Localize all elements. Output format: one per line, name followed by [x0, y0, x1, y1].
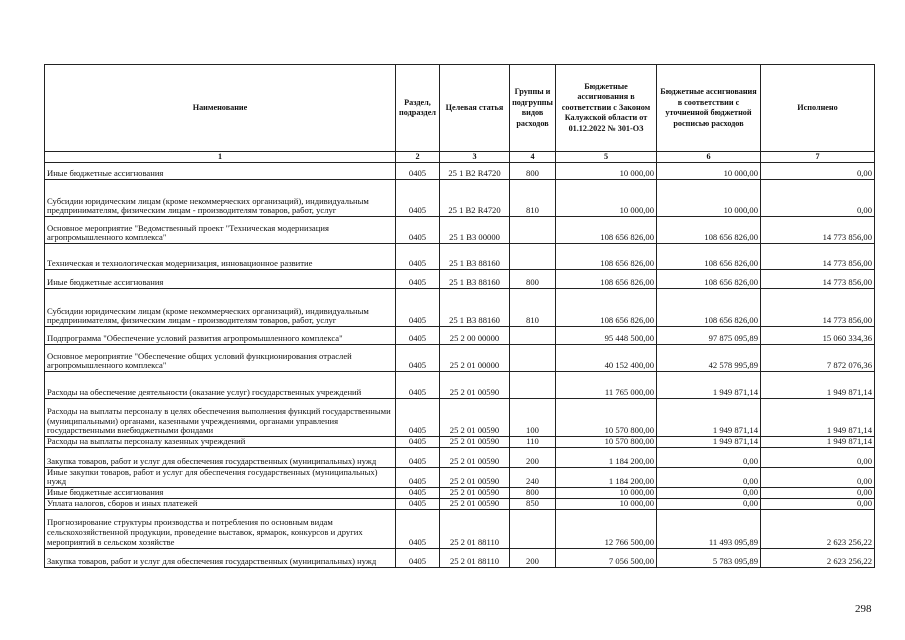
row-executed-amount: 14 773 856,00 [761, 270, 875, 289]
row-refined-amount: 5 783 095,89 [657, 548, 761, 567]
row-group: 800 [510, 163, 556, 180]
row-target: 25 1 B2 R4720 [440, 163, 510, 180]
header-groups: Группы и подгруппы видов расходов [510, 65, 556, 152]
row-name: Иные закупки товаров, работ и услуг для обеспечения государственных (муниципальных) нужд [45, 467, 396, 487]
row-name: Закупка товаров, работ и услуг для обеспечения государственных (муниципальных) нужд [45, 548, 396, 567]
row-name: Подпрограмма "Обеспечение условий развития агропромышленного комплекса" [45, 327, 396, 345]
row-executed-amount: 14 773 856,00 [761, 217, 875, 244]
row-group [510, 509, 556, 548]
row-name: Основное мероприятие "Ведомственный проект "Техническая модернизация агропромышленного комплекса" [45, 217, 396, 244]
row-law-amount: 10 000,00 [556, 163, 657, 180]
row-name: Техническая и технологическая модернизация, инновационное развитие [45, 244, 396, 270]
row-name: Иные бюджетные ассигнования [45, 163, 396, 180]
row-target: 25 2 01 00590 [440, 488, 510, 499]
row-name: Расходы на обеспечение деятельности (оказание услуг) государственных учреждений [45, 372, 396, 399]
row-group: 810 [510, 180, 556, 217]
row-law-amount: 108 656 826,00 [556, 289, 657, 327]
row-law-amount: 95 448 500,00 [556, 327, 657, 345]
row-name: Иные бюджетные ассигнования [45, 270, 396, 289]
row-group [510, 345, 556, 372]
row-target: 25 2 00 00000 [440, 327, 510, 345]
column-number: 1 [45, 152, 396, 163]
row-group: 800 [510, 270, 556, 289]
row-section: 0405 [396, 437, 440, 448]
row-refined-amount: 10 000,00 [657, 180, 761, 217]
table-row [45, 467, 875, 487]
row-target: 25 1 B2 R4720 [440, 180, 510, 217]
row-section: 0405 [396, 548, 440, 567]
header-executed: Исполнено [761, 65, 875, 152]
row-section: 0405 [396, 467, 440, 487]
row-name: Расходы на выплаты персоналу казенных учреждений [45, 437, 396, 448]
table-row [45, 180, 875, 217]
row-group: 800 [510, 488, 556, 499]
row-section: 0405 [396, 217, 440, 244]
table-row [45, 372, 875, 399]
row-refined-amount: 1 949 871,14 [657, 372, 761, 399]
row-law-amount: 108 656 826,00 [556, 217, 657, 244]
row-section: 0405 [396, 345, 440, 372]
table-row [45, 163, 875, 180]
row-target: 25 2 01 00590 [440, 467, 510, 487]
row-refined-amount: 108 656 826,00 [657, 244, 761, 270]
column-number: 3 [440, 152, 510, 163]
row-name: Основное мероприятие "Обеспечение общих условий функционирования отраслей агропромышленного комплекса" [45, 345, 396, 372]
row-refined-amount: 108 656 826,00 [657, 270, 761, 289]
table-header [45, 65, 875, 163]
row-refined-amount: 0,00 [657, 498, 761, 509]
row-target: 25 2 01 00590 [440, 437, 510, 448]
row-executed-amount: 1 949 871,14 [761, 399, 875, 437]
row-refined-amount: 0,00 [657, 467, 761, 487]
row-law-amount: 7 056 500,00 [556, 548, 657, 567]
row-name: Субсидии юридическим лицам (кроме некоммерческих организаций), индивидуальным предпринимателям, физическим лицам - производителям товаров, работ, услуг [45, 180, 396, 217]
row-refined-amount: 10 000,00 [657, 163, 761, 180]
budget-table [44, 64, 875, 568]
row-law-amount: 10 000,00 [556, 498, 657, 509]
column-number: 7 [761, 152, 875, 163]
header-refined: Бюджетные ассигнования в соответствии с уточненной бюджетной росписью расходов [657, 65, 761, 152]
row-refined-amount: 0,00 [657, 447, 761, 467]
row-law-amount: 1 184 200,00 [556, 447, 657, 467]
header-section: Раздел, подраздел [396, 65, 440, 152]
row-section: 0405 [396, 509, 440, 548]
row-target: 25 2 01 88110 [440, 509, 510, 548]
row-name: Прогнозирование структуры производства и потребления по основным видам сельскохозяйственной продукции, проведение выставок, ярмарок, конкурсов и других мероприятий в сельском хозяйстве [45, 509, 396, 548]
row-group: 200 [510, 548, 556, 567]
header-target: Целевая статья [440, 65, 510, 152]
row-executed-amount: 0,00 [761, 163, 875, 180]
column-number: 4 [510, 152, 556, 163]
row-group [510, 372, 556, 399]
row-group [510, 244, 556, 270]
column-number: 6 [657, 152, 761, 163]
row-target: 25 2 01 00590 [440, 399, 510, 437]
row-name: Закупка товаров, работ и услуг для обеспечения государственных (муниципальных) нужд [45, 447, 396, 467]
table-row [45, 509, 875, 548]
table-row [45, 270, 875, 289]
column-numbers-row [45, 152, 875, 163]
row-refined-amount: 108 656 826,00 [657, 217, 761, 244]
table-row [45, 289, 875, 327]
row-target: 25 2 01 00590 [440, 498, 510, 509]
row-law-amount: 10 000,00 [556, 180, 657, 217]
row-group: 110 [510, 437, 556, 448]
header-law: Бюджетные ассигнования в соответствии с Законом Калужской области от 01.12.2022 № 301-ОЗ [556, 65, 657, 152]
row-section: 0405 [396, 447, 440, 467]
column-number: 5 [556, 152, 657, 163]
row-executed-amount: 2 623 256,22 [761, 509, 875, 548]
row-target: 25 1 B3 88160 [440, 289, 510, 327]
row-name: Иные бюджетные ассигнования [45, 488, 396, 499]
table-row [45, 217, 875, 244]
row-refined-amount: 42 578 995,89 [657, 345, 761, 372]
table-row [45, 399, 875, 437]
row-target: 25 1 B3 00000 [440, 217, 510, 244]
row-executed-amount: 15 060 334,36 [761, 327, 875, 345]
row-executed-amount: 0,00 [761, 447, 875, 467]
header-name: Наименование [45, 65, 396, 152]
row-executed-amount: 14 773 856,00 [761, 289, 875, 327]
table-row [45, 548, 875, 567]
row-name: Уплата налогов, сборов и иных платежей [45, 498, 396, 509]
row-law-amount: 12 766 500,00 [556, 509, 657, 548]
row-target: 25 1 B3 88160 [440, 244, 510, 270]
row-executed-amount: 1 949 871,14 [761, 437, 875, 448]
row-target: 25 2 01 88110 [440, 548, 510, 567]
table-row [45, 447, 875, 467]
row-refined-amount: 108 656 826,00 [657, 289, 761, 327]
row-target: 25 2 01 00590 [440, 372, 510, 399]
table-row [45, 437, 875, 448]
table-row [45, 345, 875, 372]
row-group: 850 [510, 498, 556, 509]
row-section: 0405 [396, 180, 440, 217]
row-law-amount: 11 765 000,00 [556, 372, 657, 399]
row-group: 240 [510, 467, 556, 487]
row-refined-amount: 11 493 095,89 [657, 509, 761, 548]
column-number: 2 [396, 152, 440, 163]
row-law-amount: 108 656 826,00 [556, 270, 657, 289]
row-section: 0405 [396, 163, 440, 180]
row-executed-amount: 1 949 871,14 [761, 372, 875, 399]
row-law-amount: 10 000,00 [556, 488, 657, 499]
row-law-amount: 1 184 200,00 [556, 467, 657, 487]
row-refined-amount: 1 949 871,14 [657, 437, 761, 448]
row-name: Расходы на выплаты персоналу в целях обеспечения выполнения функций государственными (муниципальными) органами, казенными учреждениями, органами управления государственными внебюджетными фондами [45, 399, 396, 437]
row-group: 100 [510, 399, 556, 437]
row-section: 0405 [396, 498, 440, 509]
table-row [45, 498, 875, 509]
row-section: 0405 [396, 327, 440, 345]
row-target: 25 1 B3 88160 [440, 270, 510, 289]
row-law-amount: 10 570 800,00 [556, 399, 657, 437]
row-executed-amount: 14 773 856,00 [761, 244, 875, 270]
row-group: 200 [510, 447, 556, 467]
row-target: 25 2 01 00000 [440, 345, 510, 372]
row-section: 0405 [396, 289, 440, 327]
row-executed-amount: 2 623 256,22 [761, 548, 875, 567]
row-name: Субсидии юридическим лицам (кроме некоммерческих организаций), индивидуальным предпринимателям, физическим лицам - производителям товаров, работ, услуг [45, 289, 396, 327]
row-refined-amount: 1 949 871,14 [657, 399, 761, 437]
page-number: 298 [855, 603, 872, 615]
row-section: 0405 [396, 244, 440, 270]
table-row [45, 488, 875, 499]
row-executed-amount: 0,00 [761, 180, 875, 217]
row-executed-amount: 0,00 [761, 467, 875, 487]
row-group: 810 [510, 289, 556, 327]
table-row [45, 244, 875, 270]
row-executed-amount: 0,00 [761, 488, 875, 499]
row-group [510, 217, 556, 244]
row-law-amount: 40 152 400,00 [556, 345, 657, 372]
row-executed-amount: 0,00 [761, 498, 875, 509]
row-law-amount: 108 656 826,00 [556, 244, 657, 270]
table-row [45, 327, 875, 345]
row-refined-amount: 97 875 095,89 [657, 327, 761, 345]
row-section: 0405 [396, 270, 440, 289]
row-group [510, 327, 556, 345]
row-section: 0405 [396, 372, 440, 399]
row-section: 0405 [396, 488, 440, 499]
row-law-amount: 10 570 800,00 [556, 437, 657, 448]
table-body [45, 163, 875, 568]
row-executed-amount: 7 872 076,36 [761, 345, 875, 372]
row-section: 0405 [396, 399, 440, 437]
row-target: 25 2 01 00590 [440, 447, 510, 467]
row-refined-amount: 0,00 [657, 488, 761, 499]
